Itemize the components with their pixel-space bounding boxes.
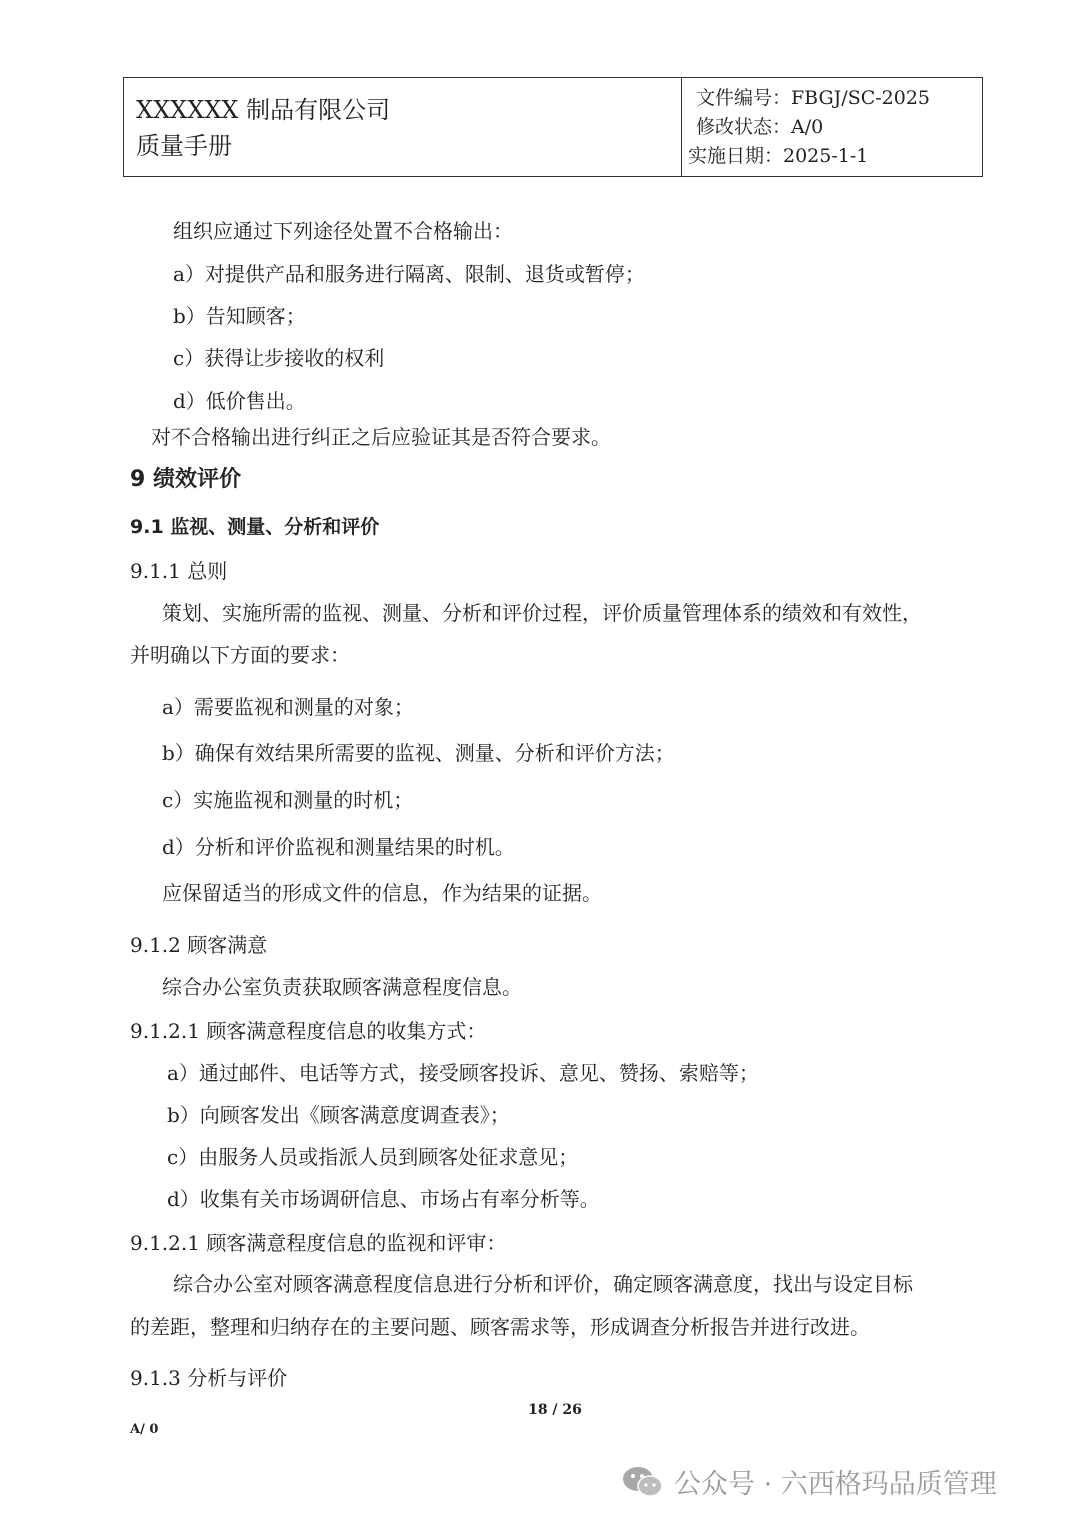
paragraph: 综合办公室负责获取顾客满意程度信息。 [162, 975, 522, 999]
clause-heading: 9.1.2 顾客满意 [130, 933, 268, 957]
clause-heading: 9.1.2.1 顾客满意程度信息的收集方式： [130, 1019, 487, 1043]
list-item: b）向顾客发出《顾客满意度调查表》； [167, 1103, 510, 1127]
subsection-heading: 9.1 监视、测量、分析和评价 [130, 516, 380, 538]
header-left [124, 78, 682, 176]
list-item: c）实施监视和测量的时机； [162, 788, 414, 812]
list-item: a）对提供产品和服务进行隔离、限制、退货或暂停； [173, 262, 645, 286]
list-item: d）分析和评价监视和测量结果的时机。 [162, 835, 515, 859]
document-header [123, 77, 983, 177]
header-right [682, 78, 982, 176]
list-item: c）由服务人员或指派人员到顾客处征求意见； [167, 1145, 579, 1169]
footer-revision: A/ 0 [130, 1422, 159, 1437]
clause-heading: 9.1.3 分析与评价 [130, 1366, 288, 1390]
list-item: b）告知顾客； [173, 304, 306, 328]
doc-number: 文件编号：FBGJ/SC-2025 [696, 87, 931, 109]
section-heading: 9 绩效评价 [130, 467, 241, 492]
paragraph: 综合办公室对顾客满意程度信息进行分析和评价，确定顾客满意度，找出与设定目标 [173, 1272, 913, 1296]
paragraph: 策划、实施所需的监视、测量、分析和评价过程，评价质量管理体系的绩效和有效性， [162, 601, 922, 625]
list-item: a）需要监视和测量的对象； [162, 695, 414, 719]
revision-status: 修改状态：A/0 [696, 116, 824, 138]
wechat-icon [622, 1465, 664, 1499]
list-item: a）通过邮件、电话等方式，接受顾客投诉、意见、赞扬、索赔等； [167, 1061, 759, 1085]
watermark-text: 公众号 · 六西格玛品质管理 [674, 1469, 997, 1500]
list-item: d）收集有关市场调研信息、市场占有率分析等。 [167, 1187, 600, 1211]
page-number: 18 / 26 [528, 1402, 582, 1418]
list-item: c）获得让步接收的权利 [173, 346, 385, 370]
list-item: b）确保有效结果所需要的监视、测量、分析和评价方法； [162, 741, 675, 765]
list-item: d）低价售出。 [173, 389, 306, 413]
manual-title: 质量手册 [136, 132, 232, 160]
paragraph: 应保留适当的形成文件的信息，作为结果的证据。 [162, 881, 602, 905]
paragraph: 组织应通过下列途径处置不合格输出： [173, 219, 513, 243]
paragraph: 对不合格输出进行纠正之后应验证其是否符合要求。 [151, 425, 611, 449]
company-name: XXXXXX 制品有限公司 [136, 96, 391, 124]
clause-heading: 9.1.1 总则 [130, 559, 228, 583]
paragraph: 的差距，整理和归纳存在的主要问题、顾客需求等，形成调查分析报告并进行改进。 [130, 1315, 870, 1339]
watermark [622, 1462, 997, 1501]
effective-date: 实施日期：2025-1-1 [688, 145, 869, 167]
clause-heading: 9.1.2.1 顾客满意程度信息的监视和评审： [130, 1231, 507, 1255]
paragraph: 并明确以下方面的要求： [130, 643, 350, 667]
